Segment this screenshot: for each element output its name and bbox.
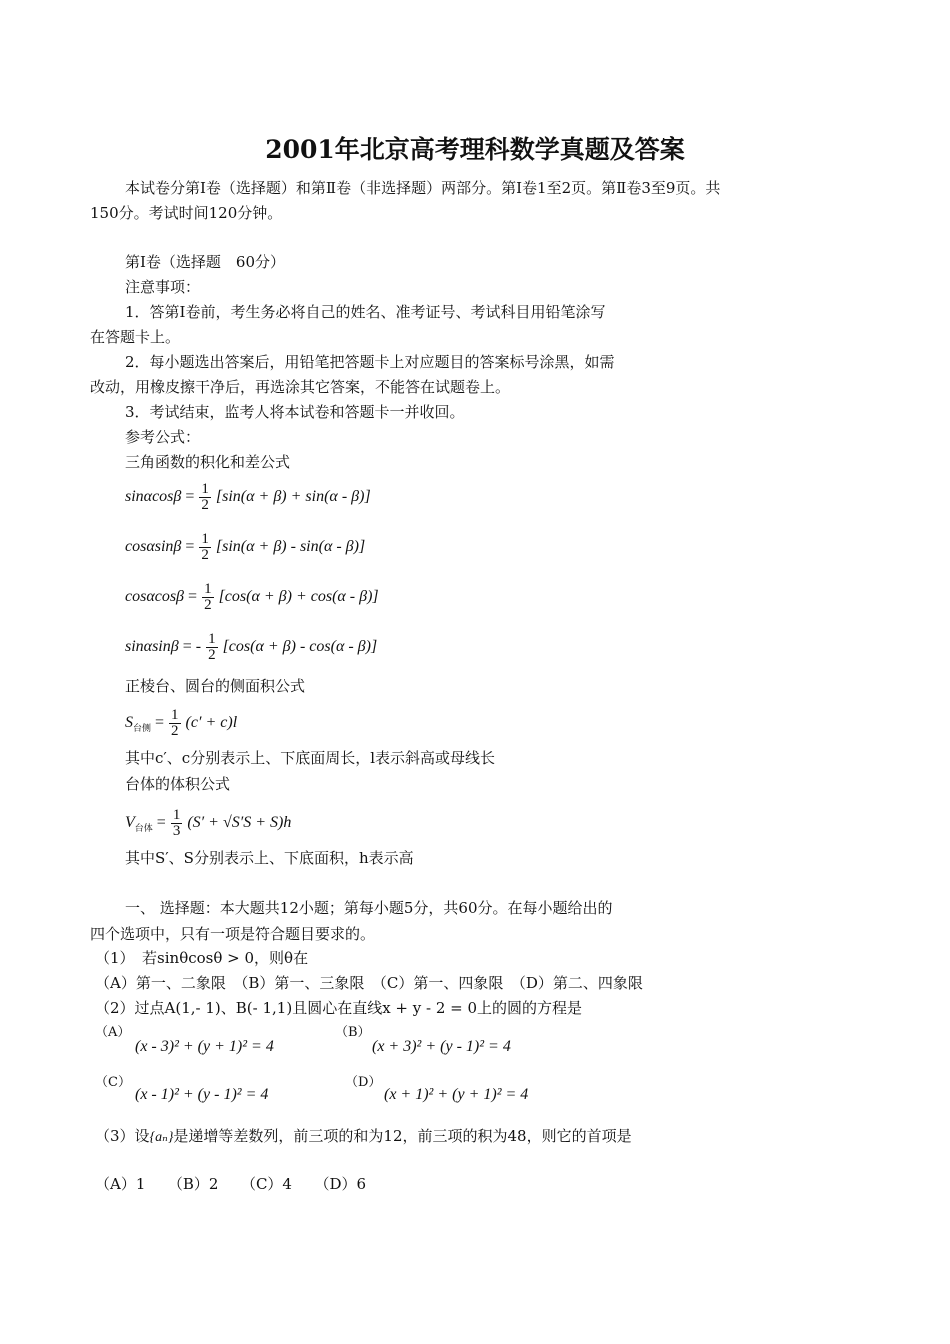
trig-2-eq: = (185, 538, 195, 556)
q2-option-d-label: （D） (345, 1075, 382, 1090)
volume-V: V (125, 814, 135, 832)
trig-2-num: 1 (201, 531, 209, 547)
notice2-line2: 改动，用橡皮擦干净后，再选涂其它答案，不能答在试题卷上。 (90, 378, 511, 396)
trig-4-den: 2 (208, 647, 216, 663)
q3-options: （A）1 （B）2 （C）4 （D）6 (95, 1175, 367, 1193)
q3-sequence: {aₙ} (149, 1130, 174, 1145)
q2-option-b: (x + 3)² + (y - 1)² = 4 (372, 1038, 511, 1055)
trig-heading: 三角函数的积化和差公式 (125, 453, 291, 471)
q2-option-c: (x - 1)² + (y - 1)² = 4 (135, 1086, 269, 1103)
trig-3-num: 1 (204, 581, 212, 597)
trig-1-body: [sin(α + β) + sin(α - β)] (215, 488, 371, 506)
lateral-formula (125, 708, 237, 739)
trig-4-body: [cos(α + β) - cos(α - β)] (222, 638, 378, 656)
trig-formula-2 (125, 532, 365, 563)
q2-option-a-label: （A） (95, 1025, 131, 1040)
trig-4-lhs: sinαsinβ (125, 638, 179, 656)
lateral-den: 2 (171, 723, 179, 739)
notice-title: 注意事项： (125, 278, 201, 296)
formula-heading: 参考公式： (125, 428, 201, 446)
q2-option-b-label: （B） (335, 1025, 371, 1040)
trig-4-num: 1 (208, 631, 216, 647)
section1-line2: 四个选项中，只有一项是符合题目要求的。 (90, 925, 376, 943)
trig-3-eq: = (188, 588, 198, 606)
lateral-heading: 正棱台、圆台的侧面积公式 (125, 677, 306, 695)
trig-2-lhs: cosαsinβ (125, 538, 182, 556)
trig-3-fraction (202, 582, 214, 613)
volume-num: 1 (172, 807, 181, 823)
trig-4-eq: = - (182, 638, 202, 656)
lateral-note: 其中c′、c分别表示上、下底面周长，l表示斜高或母线长 (125, 749, 496, 767)
volume-sub: 台体 (134, 823, 153, 834)
notice3: 3．考试结束，监考人将本试卷和答题卡一并收回。 (125, 403, 465, 421)
trig-3-den: 2 (204, 597, 212, 613)
notice1-line1: 1．答第Ⅰ卷前，考生务必将自己的姓名、准考证号、考试科目用铅笔涂写 (125, 303, 606, 321)
lateral-fraction (169, 708, 181, 739)
trig-4-fraction (206, 632, 218, 663)
volume-body: (S′ + √S′S + S)h (187, 814, 292, 832)
trig-1-den: 2 (201, 497, 209, 513)
lateral-sub: 台侧 (133, 723, 152, 734)
lateral-body: (c′ + c)l (185, 714, 238, 732)
q2-option-c-label: （C） (95, 1075, 131, 1090)
intro-line2: 150分。考试时间120分钟。 (90, 204, 283, 222)
trig-3-lhs: cosαcosβ (125, 588, 185, 606)
q3-post: 是递增等差数列，前三项的和为12，前三项的积为48，则它的首项是 (173, 1127, 632, 1145)
trig-1-eq: = (185, 488, 195, 506)
notice2-line1: 2．每小题选出答案后，用铅笔把答题卡上对应题目的答案标号涂黑，如需 (125, 353, 615, 371)
volume-note: 其中S′、S分别表示上、下底面积，h表示高 (125, 849, 414, 867)
q2-option-d: (x + 1)² + (y + 1)² = 4 (384, 1086, 529, 1103)
section1-line1: 一、 选择题：本大题共12小题；第每小题5分，共60分。在每小题给出的 (125, 899, 613, 917)
volume-eq: = (156, 814, 166, 832)
intro-line1: 本试卷分第Ⅰ卷（选择题）和第Ⅱ卷（非选择题）两部分。第Ⅰ卷1至2页。第Ⅱ卷3至9页。共 (125, 179, 721, 197)
page-title: 2001年北京高考理科数学真题及答案 (265, 135, 685, 164)
trig-2-fraction (199, 532, 211, 563)
q2-option-a: (x - 3)² + (y + 1)² = 4 (135, 1038, 274, 1055)
trig-formula-4 (125, 632, 377, 663)
notice1-line2: 在答题卡上。 (90, 328, 181, 346)
trig-1-fraction (199, 482, 211, 513)
trig-2-body: [sin(α + β) - sin(α - β)] (215, 538, 366, 556)
q3-stem (95, 1126, 632, 1148)
trig-1-lhs: sinαcosβ (125, 488, 182, 506)
volume-fraction (171, 808, 183, 839)
q2-stem: （2）过点A(1,- 1)、B(- 1,1)且圆心在直线x + y - 2 = 0上的圆的方程是 (95, 999, 583, 1017)
q1-stem: （1） 若sinθcosθ > 0，则θ在 (95, 949, 309, 967)
q1-options: （A）第一、二象限 （B）第一、三象限 （C）第一、四象限 （D）第二、四象限 (95, 974, 643, 992)
lateral-num: 1 (171, 707, 179, 723)
volume-den: 3 (172, 823, 181, 839)
trig-3-body: [cos(α + β) + cos(α - β)] (218, 588, 379, 606)
q3-pre: （3）设 (95, 1127, 150, 1145)
volume-formula (125, 808, 291, 839)
trig-1-num: 1 (201, 481, 209, 497)
trig-formula-3 (125, 582, 379, 613)
lateral-eq: = (155, 714, 165, 732)
part1-heading: 第Ⅰ卷（选择题 60分） (125, 253, 286, 271)
volume-heading: 台体的体积公式 (125, 775, 231, 793)
lateral-S: S (125, 714, 133, 732)
trig-2-den: 2 (201, 547, 209, 563)
trig-formula-1 (125, 482, 371, 513)
